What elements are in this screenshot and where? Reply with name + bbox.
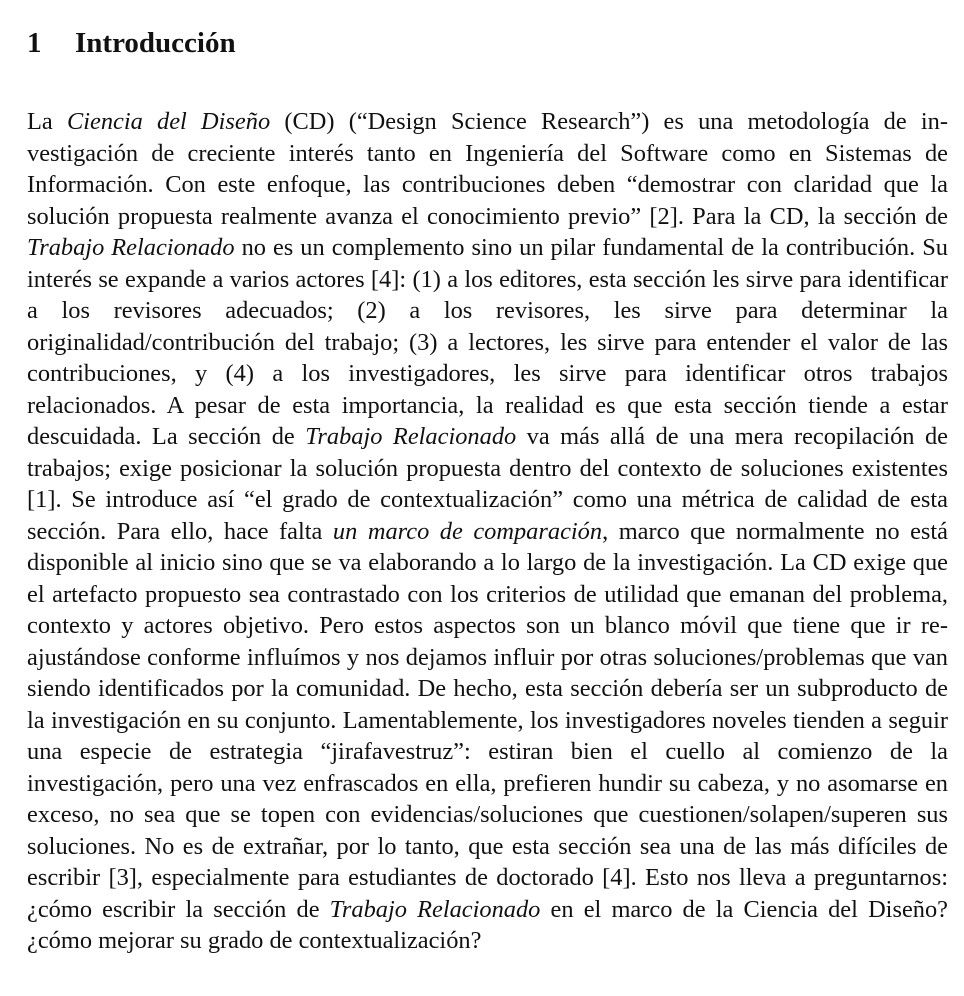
italic-term: Ciencia del Diseño: [66, 108, 271, 135]
italic-term: un marco de comparación: [332, 517, 603, 545]
italic-term: Trabajo Relacionado: [27, 234, 235, 261]
introduction-paragraph: [27, 106, 948, 957]
italic-term: Trabajo Relacionado: [305, 423, 517, 450]
section-heading: [27, 22, 948, 64]
text-run: (CD) (“Design Science Research”) es una metodología de investigación de creciente interés tanto en Ingeniería del Software como en Sistemas de Información. Con este enfoque, las contribuciones deben “demostrar con claridad que la solución propuesta realmente avanza el conocimiento previo” [2]. Para la CD, la sección de: [27, 108, 948, 230]
text-run: no es un complemento sino un pilar fundamental de la contribución. Su interés se expande a varios actores [4]: (1) a los editores, esta sección les sirve para identificar a los revisores adecuados; (2) a los revisores, les sirve para determinar la originalidad/contribución del trabajo; (3) a lectores, les sirve para entender el valor de las contribuciones, y (4) a los investigadores, les sirve para identificar otros trabajos relacionados. A pesar de esta importancia, la realidad es que esta sección tiende a estar descuidada. La sección de: [27, 234, 948, 450]
text-run: va más allá de una mera recopilación de trabajos; exige posicionar la solución propuesta dentro del contexto de soluciones existentes [1]. Se introduce así “el grado de contextualización” como una métrica de calidad de esta sección. Para ello, hace falta: [27, 423, 948, 545]
italic-term: Trabajo Relacionado: [329, 895, 541, 923]
section-number: 1: [27, 27, 42, 59]
text-run: , marco que normalmente no está disponible al inicio sino que se va elaborando a lo largo de la investigación. La CD exige que el artefacto propuesto sea contrastado con los criterios de utilidad que emanan del problema, contexto y actores objetivo. Pero estos aspectos son un blanco móvil que tiene que ir re-ajustándose conforme influímos y nos dejamos influir por otras soluciones/problemas que van siendo identificados por la comunidad. De hecho, esta sección debería ser un subproducto de la investigación en su conjunto. Lamentablemente, los investigadores noveles tienden a seguir una especie de estrategia “jirafavestruz”: estiran bien el cuello al comienzo de la investigación, pero una vez enfrascados en ella, prefieren hundir su cabeza, y no asomarse en exceso, no sea que se topen con evidencias/soluciones que cuestionen/solapen/superen sus soluciones. No es de extrañar, por lo tanto, que esta sección sea una de las más difíciles de escribir [3], especialmente para estudiantes de doctorado [4]. Esto nos lleva a preguntarnos: ¿cómo escribir la sección de: [27, 517, 948, 923]
text-run: La: [27, 108, 67, 135]
text-run: en el marco de la Ciencia del Diseño? ¿cómo mejorar su grado de contextualización?: [27, 895, 948, 954]
section-title: Introducción: [75, 27, 236, 59]
